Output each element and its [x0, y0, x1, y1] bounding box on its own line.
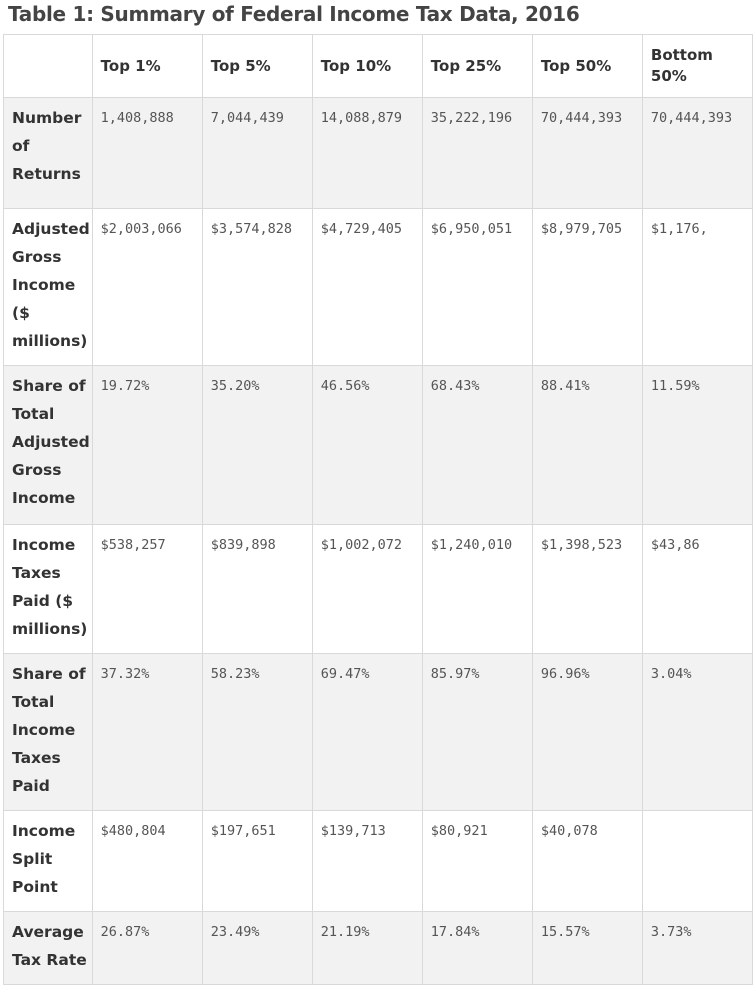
- table-row: [4, 98, 753, 209]
- header-cell-top-10: Top 10%: [312, 35, 422, 98]
- table-cell: $1,002,072: [312, 525, 422, 654]
- table-cell: 3.04%: [642, 654, 752, 811]
- table-cell: $139,713: [312, 811, 422, 912]
- table-row: [4, 811, 753, 912]
- table-cell: 68.43%: [422, 366, 532, 525]
- table-container[interactable]: [3, 34, 733, 978]
- table-cell: 85.97%: [422, 654, 532, 811]
- table-cell: $43,86: [642, 525, 752, 654]
- table-cell: 17.84%: [422, 912, 532, 985]
- table-cell: $197,651: [202, 811, 312, 912]
- table-cell: 69.47%: [312, 654, 422, 811]
- header-cell-top-5: Top 5%: [202, 35, 312, 98]
- table-cell: [642, 811, 752, 912]
- table-cell: 88.41%: [532, 366, 642, 525]
- table-row: [4, 525, 753, 654]
- row-label: Average Tax Rate: [4, 912, 93, 985]
- row-label: Adjusted Gross Income ($ millions): [4, 209, 93, 366]
- table-cell: 35,222,196: [422, 98, 532, 209]
- table-cell: $1,176,: [642, 209, 752, 366]
- table-cell: $4,729,405: [312, 209, 422, 366]
- row-label: Income Taxes Paid ($ millions): [4, 525, 93, 654]
- table-cell: $1,398,523: [532, 525, 642, 654]
- table-cell: $480,804: [92, 811, 202, 912]
- table-cell: $1,240,010: [422, 525, 532, 654]
- header-cell-top-50: Top 50%: [532, 35, 642, 98]
- table-cell: $2,003,066: [92, 209, 202, 366]
- row-label: Number of Returns: [4, 98, 93, 209]
- table-row: [4, 654, 753, 811]
- table-cell: 19.72%: [92, 366, 202, 525]
- tax-summary-table: [3, 34, 753, 985]
- table-cell: $3,574,828: [202, 209, 312, 366]
- table-cell: $40,078: [532, 811, 642, 912]
- table-title: Table 1: Summary of Federal Income Tax Data, 2016: [8, 2, 580, 26]
- table-cell: $839,898: [202, 525, 312, 654]
- table-cell: $6,950,051: [422, 209, 532, 366]
- table-cell: 21.19%: [312, 912, 422, 985]
- table-cell: $538,257: [92, 525, 202, 654]
- table-cell: $8,979,705: [532, 209, 642, 366]
- table-cell: 1,408,888: [92, 98, 202, 209]
- table-cell: 70,444,393: [532, 98, 642, 209]
- row-label: Share of Total Income Taxes Paid: [4, 654, 93, 811]
- row-label: Share of Total Adjusted Gross Income: [4, 366, 93, 525]
- table-cell: 70,444,393: [642, 98, 752, 209]
- table-cell: 3.73%: [642, 912, 752, 985]
- table-cell: 35.20%: [202, 366, 312, 525]
- header-row: [4, 35, 753, 98]
- table-cell: 14,088,879: [312, 98, 422, 209]
- table-cell: 7,044,439: [202, 98, 312, 209]
- table-cell: 96.96%: [532, 654, 642, 811]
- table-cell: 46.56%: [312, 366, 422, 525]
- row-label: Income Split Point: [4, 811, 93, 912]
- table-cell: 37.32%: [92, 654, 202, 811]
- table-cell: 11.59%: [642, 366, 752, 525]
- header-cell-top-25: Top 25%: [422, 35, 532, 98]
- header-cell-bottom-50: Bottom 50%: [642, 35, 752, 98]
- table-row: [4, 209, 753, 366]
- table-cell: 15.57%: [532, 912, 642, 985]
- table-cell: 23.49%: [202, 912, 312, 985]
- table-cell: 26.87%: [92, 912, 202, 985]
- table-cell: $80,921: [422, 811, 532, 912]
- header-cell-top-1: Top 1%: [92, 35, 202, 98]
- table-row: [4, 912, 753, 985]
- table-row: [4, 366, 753, 525]
- header-cell-empty: [4, 35, 93, 98]
- table-cell: 58.23%: [202, 654, 312, 811]
